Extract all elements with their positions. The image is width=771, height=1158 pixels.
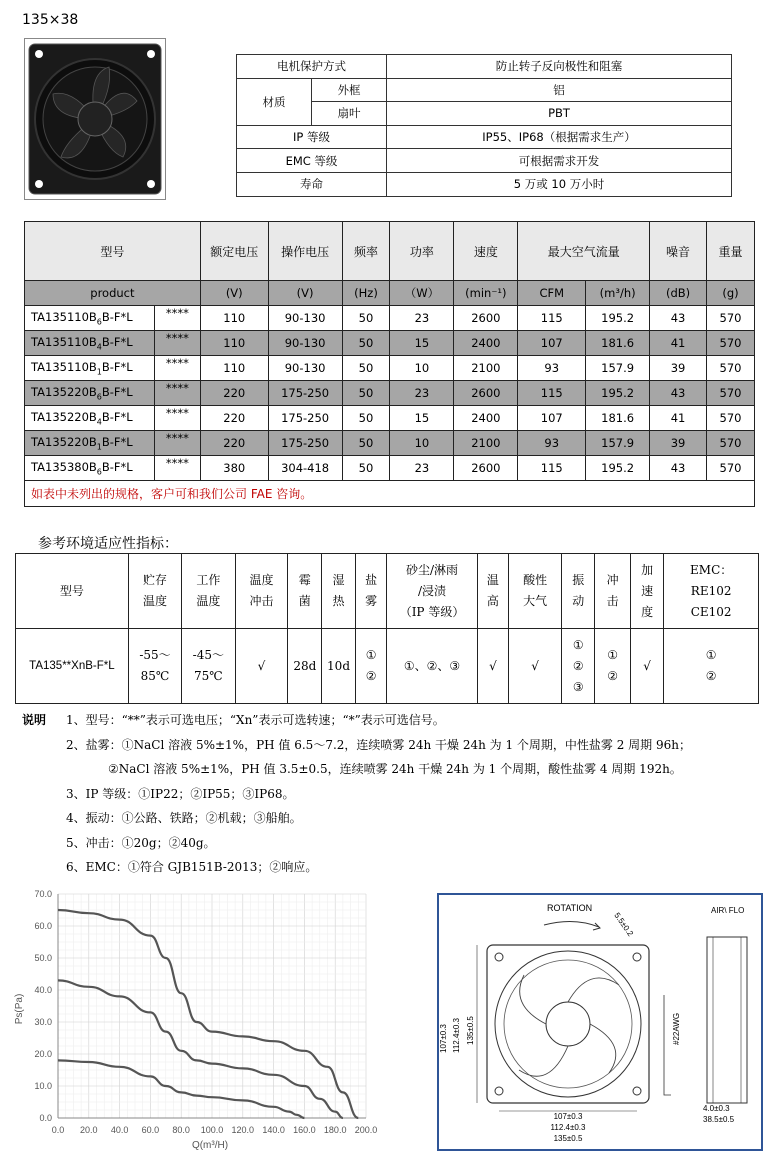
cell-frequency: 50 [342,381,390,406]
y-tick-label: 40.0 [34,985,52,995]
col-airflow: 最大空气流量 [518,222,650,281]
env-col-impact-l1: 冲 [606,573,619,587]
x-tick-label: 140.0 [262,1125,285,1135]
cell-noise: 43 [650,306,707,331]
cell-cfm: 115 [518,456,586,481]
model-prefix: TA135220B [31,409,97,424]
product-table-note: 如表中未列出的规格，客户可和我们公司 FAE 咨询。 [25,481,755,507]
cell-cfm: 107 [518,331,586,356]
y-tick-label: 0.0 [39,1113,52,1123]
model-suffix: B-F*L [101,359,133,374]
env-val-impact-l1: ① [607,648,619,662]
model-suffix: B-F*L [101,309,133,324]
cell-weight: 570 [707,431,755,456]
env-col-emc-l1: EMC： [690,562,733,577]
env-col-temp-shock-l1: 温度 [249,573,274,587]
env-col-working-l1: 工作 [196,573,221,587]
note-line-6: 5、冲击：①20g；②40g。 [66,835,216,850]
env-val-storage-l2: 85℃ [140,669,170,683]
cell-frequency: 50 [342,331,390,356]
env-data-row [16,629,759,704]
x-tick-label: 0.0 [51,1125,65,1135]
series-line-2 [58,980,343,1118]
y-tick-label: 30.0 [34,1017,52,1027]
cell-stars: **** [154,356,200,381]
cell-operating-voltage: 175-250 [268,431,342,456]
x-tick-label: 180.0 [323,1125,347,1135]
spec-label-blade: 扇叶 [312,102,387,126]
env-col-accel-l3: 度 [641,604,654,619]
cell-weight: 570 [707,331,755,356]
cell-m3h: 195.2 [586,306,650,331]
model-suffix: B-F*L [101,334,133,349]
env-col-working [182,554,235,629]
col-speed: 速度 [454,222,518,281]
env-col-temp-shock [235,554,288,629]
x-tick-label: 100.0 [200,1125,224,1135]
env-col-emc-l3: CE102 [690,604,732,619]
env-col-working-l2: 温度 [196,594,221,608]
spec-value-ip: IP55、IP68（根据需求生产） [387,125,732,149]
env-header-row [16,554,759,629]
model-sub: 1 [96,442,102,452]
y-tick-label: 70.0 [34,889,52,899]
cell-power: 10 [390,356,454,381]
cell-operating-voltage: 90-130 [268,306,342,331]
env-col-temp-shock-l2: 冲击 [249,594,274,608]
dim-width-107: 107±0.3 [553,1112,583,1121]
cell-operating-voltage: 175-250 [268,381,342,406]
product-row [25,431,755,456]
cell-power: 23 [390,456,454,481]
env-col-accel-l1: 加 [641,562,654,577]
model-sub: 6 [96,467,102,477]
model-prefix: TA135110B [31,334,97,349]
notes-section [22,708,691,880]
model-prefix: TA135220B [31,434,97,449]
cell-speed: 2600 [454,456,518,481]
dim-height-135: 135±0.5 [466,1016,475,1045]
col-frequency: 频率 [342,222,390,281]
note-line-7: 6、EMC：①符合 GJB151B-2013；②响应。 [66,860,318,874]
fan-photo [24,38,166,200]
env-val-vib [562,629,595,704]
y-tick-label: 10.0 [34,1081,52,1091]
cell-frequency: 50 [342,306,390,331]
env-val-working [182,629,235,704]
spec-label-protection: 电机保护方式 [237,55,387,79]
spec-value-frame: 铝 [387,78,732,102]
env-col-accel-l2: 速 [641,583,654,598]
cell-model [25,331,155,356]
product-row [25,406,755,431]
cell-cfm: 107 [518,406,586,431]
env-col-emc [664,554,759,629]
dim-width-135: 135±0.5 [553,1134,583,1143]
unit-product: product [25,281,201,306]
cell-power: 10 [390,431,454,456]
env-col-damp-l2: 热 [332,594,345,608]
cell-frequency: 50 [342,456,390,481]
cell-model [25,381,155,406]
env-col-mold-l2: 菌 [298,594,311,608]
env-val-salt-l1: ① [365,648,377,662]
cell-speed: 2100 [454,356,518,381]
dimension-drawing [437,893,763,1151]
env-val-emc-l1: ① [705,648,717,662]
spec-label-emc: EMC 等级 [237,149,387,173]
model-suffix: B-F*L [101,384,133,399]
cell-stars: **** [154,406,200,431]
env-val-high: √ [477,629,509,704]
cell-noise: 39 [650,356,707,381]
env-val-emc-l2: ② [705,669,717,683]
env-col-ip-l1: 砂尘/淋雨 [405,562,459,577]
x-tick-label: 40.0 [110,1125,129,1135]
cell-stars: **** [154,381,200,406]
rotation-label: ROTATION [547,903,593,913]
env-val-impact [595,629,630,704]
env-col-impact-l2: 击 [606,594,619,608]
unit-min: (min⁻¹) [454,281,518,306]
notes-label: 说明 [22,713,47,727]
chart-x-label: Q(m³/H) [191,1140,229,1151]
cell-m3h: 195.2 [586,381,650,406]
cell-speed: 2400 [454,406,518,431]
model-prefix: TA135220B [31,384,97,399]
cell-model [25,406,155,431]
cell-m3h: 157.9 [586,356,650,381]
cell-noise: 41 [650,331,707,356]
spec-label-ip: IP 等级 [237,125,387,149]
cell-power: 15 [390,331,454,356]
spec-value-protection: 防止转子反向极性和阻塞 [387,55,732,79]
cell-speed: 2400 [454,331,518,356]
col-noise: 噪音 [650,222,707,281]
cell-model [25,431,155,456]
env-col-storage-l1: 贮存 [142,573,167,587]
cell-power: 23 [390,381,454,406]
unit-w: （W） [390,281,454,306]
spec-value-life: 5 万或 10 万小时 [387,172,732,196]
env-val-working-l2: 75℃ [193,669,223,683]
cell-weight: 570 [707,306,755,331]
product-table-units [25,281,755,306]
env-title: 参考环境适应性指标： [38,536,178,552]
env-col-mold [288,554,322,629]
cell-noise: 43 [650,456,707,481]
env-col-storage [128,554,181,629]
dim-hole: 5.5±0.2 [612,910,636,938]
cell-cfm: 93 [518,431,586,456]
cell-stars: **** [154,456,200,481]
note-line-4: 3、IP 等级：①IP22；②IP55；③IP68。 [66,786,295,801]
env-val-accel: √ [630,629,663,704]
cell-cfm: 115 [518,306,586,331]
env-table [15,553,759,704]
cell-m3h: 181.6 [586,331,650,356]
env-val-vib-l3: ③ [572,679,584,694]
env-col-storage-l2: 温度 [142,594,167,608]
env-val-storage-l1: -55～ [139,648,171,662]
env-col-damp [322,554,356,629]
cell-model [25,356,155,381]
env-col-vib-l1: 振 [572,573,585,587]
product-row [25,456,755,481]
cell-frequency: 50 [342,406,390,431]
cell-noise: 41 [650,406,707,431]
x-tick-label: 200.0 [354,1125,378,1135]
model-sub: 4 [96,417,102,427]
cell-stars: **** [154,431,200,456]
x-tick-label: 160.0 [293,1125,316,1135]
spec-label-frame: 外框 [312,78,387,102]
unit-m3h: (m³/h) [586,281,650,306]
cell-operating-voltage: 304-418 [268,456,342,481]
cell-operating-voltage: 175-250 [268,406,342,431]
model-prefix: TA135380B [31,459,97,474]
model-prefix: TA135110B [31,309,97,324]
model-sub: 4 [96,342,102,352]
env-col-damp-l1: 湿 [332,573,345,587]
note-text-1: 1、型号：“**”表示可选电压；“Xn”表示可选转速；“*”表示可选信号。 [66,713,445,727]
env-col-model: 型号 [16,554,129,629]
cell-speed: 2600 [454,306,518,331]
pressure-flow-chart [0,884,380,1158]
x-tick-label: 120.0 [231,1125,255,1135]
unit-g: (g) [707,281,755,306]
env-col-salt [355,554,387,629]
env-col-ip-l2: /浸渍 [417,583,447,598]
cell-rated-voltage: 220 [200,381,268,406]
unit-db: (dB) [650,281,707,306]
cell-rated-voltage: 220 [200,406,268,431]
cell-rated-voltage: 380 [200,456,268,481]
x-tick-label: 80.0 [172,1125,190,1135]
cell-model [25,456,155,481]
env-col-vib-l2: 动 [572,594,585,608]
cell-weight: 570 [707,456,755,481]
dim-height-107: 107±0.3 [439,1024,448,1053]
product-table [24,221,755,507]
unit-rated-v: (V) [200,281,268,306]
model-suffix: B-F*L [101,434,133,449]
model-suffix: B-F*L [101,409,133,424]
cell-power: 23 [390,306,454,331]
cell-m3h: 181.6 [586,406,650,431]
y-tick-label: 60.0 [34,921,52,931]
env-val-salt-l2: ② [365,669,377,683]
dim-height-112: 112.4±0.3 [452,1018,461,1053]
env-val-ip: ①、②、③ [387,629,477,704]
env-col-high-l1: 温 [486,573,499,587]
env-col-high [477,554,509,629]
x-tick-label: 60.0 [141,1125,160,1135]
model-prefix: TA135110B [31,359,97,374]
env-val-vib-l2: ② [572,658,584,673]
model-sub: 6 [96,392,102,402]
cell-power: 15 [390,406,454,431]
product-row [25,381,755,406]
dim-depth-38: 38.5±0.5 [703,1115,735,1124]
dimension-drawing-svg [439,895,761,1149]
cell-noise: 39 [650,431,707,456]
env-col-salt-l1: 盐 [365,573,378,587]
env-val-salt [355,629,387,704]
env-col-salt-l2: 雾 [365,594,378,608]
env-val-emc [664,629,759,704]
dim-wire: #22AWG [672,1012,681,1045]
col-weight: 重量 [707,222,755,281]
cell-cfm: 93 [518,356,586,381]
model-sub: 1 [96,367,102,377]
env-val-mold: 28d [288,629,322,704]
note-line-2: 2、盐雾：①NaCl 溶液 5%±1%，PH 值 6.5～7.2，连续喷雾 24h 干燥 24h 为 1 个周期，中性盐雾 2 周期 96h； [66,737,691,752]
cell-rated-voltage: 110 [200,331,268,356]
chart-y-label: Ps(Pa) [14,993,25,1025]
cell-weight: 570 [707,406,755,431]
cell-stars: **** [154,331,200,356]
env-col-acid-l2: 大气 [523,594,548,608]
cell-rated-voltage: 110 [200,356,268,381]
env-val-working-l1: -45～ [192,648,224,662]
cell-speed: 2600 [454,381,518,406]
env-val-impact-l2: ② [607,669,619,683]
env-col-mold-l1: 霉 [298,573,311,587]
env-val-temp-shock: √ [235,629,288,704]
cell-frequency: 50 [342,431,390,456]
env-col-ip [387,554,477,629]
note-line-3: ②NaCl 溶液 5%±1%，PH 值 3.5±0.5，连续喷雾 24h 干燥 24h 为 1 个周期，酸性盐雾 4 周期 192h。 [108,762,682,776]
env-val-model: TA135**XnB-F*L [16,629,129,704]
spec-value-emc: 可根据需求开发 [387,149,732,173]
cell-model [25,306,155,331]
cell-stars: **** [154,306,200,331]
env-col-emc-l2: RE102 [690,583,732,598]
dim-width-112: 112.4±0.3 [550,1123,586,1132]
cell-operating-voltage: 90-130 [268,331,342,356]
env-col-ip-l3: （IP 等级） [399,604,465,619]
product-row [25,306,755,331]
spec-table [236,54,732,197]
env-val-vib-l1: ① [572,637,584,652]
y-tick-label: 20.0 [34,1049,52,1059]
env-col-vib [562,554,595,629]
cell-weight: 570 [707,381,755,406]
product-row [25,331,755,356]
env-col-accel [630,554,663,629]
unit-cfm: CFM [518,281,586,306]
env-col-acid [509,554,562,629]
cell-frequency: 50 [342,356,390,381]
env-col-high-l2: 高 [486,594,499,608]
product-table-header [25,222,755,281]
cell-m3h: 195.2 [586,456,650,481]
cell-operating-voltage: 90-130 [268,356,342,381]
unit-hz: (Hz) [342,281,390,306]
x-tick-label: 20.0 [80,1125,98,1135]
col-operating-voltage: 操作电压 [268,222,342,281]
col-rated-voltage: 额定电压 [200,222,268,281]
page-title: 135×38 [22,12,79,28]
env-val-storage [128,629,181,704]
product-table-note-row [25,481,755,507]
col-model: 型号 [25,222,201,281]
product-row [25,356,755,381]
note-line-5: 4、振动：①公路、铁路；②机载；③船舶。 [66,811,302,825]
env-col-acid-l1: 酸性 [523,573,548,587]
cell-speed: 2100 [454,431,518,456]
y-tick-label: 50.0 [34,953,52,963]
col-power: 功率 [390,222,454,281]
spec-label-life: 寿命 [237,172,387,196]
chart-grid [58,894,366,1118]
note-line-1 [22,708,691,733]
cell-m3h: 157.9 [586,431,650,456]
dim-depth-4: 4.0±0.3 [703,1104,730,1113]
env-val-damp: 10d [322,629,356,704]
spec-value-blade: PBT [387,102,732,126]
airflow-label: AIR\ FLO [711,906,745,915]
cell-cfm: 115 [518,381,586,406]
cell-rated-voltage: 110 [200,306,268,331]
model-sub: 6 [96,317,102,327]
env-val-acid: √ [509,629,562,704]
cell-weight: 570 [707,356,755,381]
env-col-impact [595,554,630,629]
cell-rated-voltage: 220 [200,431,268,456]
spec-label-material: 材质 [237,78,312,125]
model-suffix: B-F*L [101,459,133,474]
fan-image [25,39,165,199]
unit-op-v: (V) [268,281,342,306]
cell-noise: 43 [650,381,707,406]
